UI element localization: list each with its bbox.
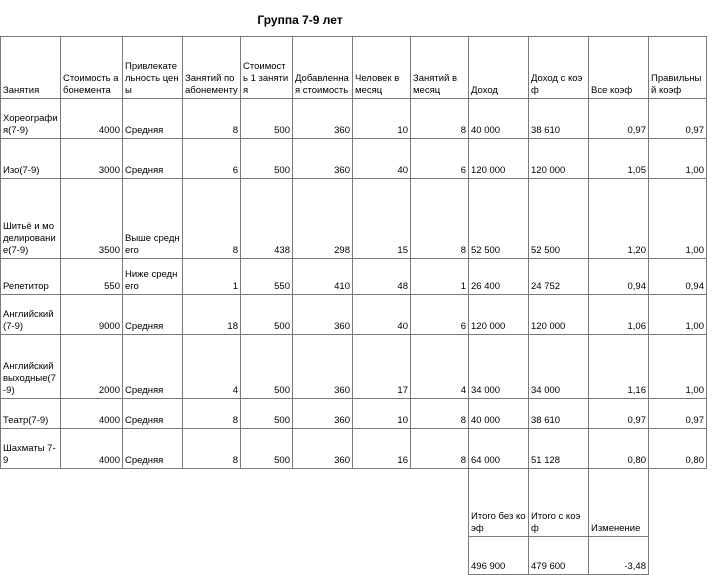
- table-cell[interactable]: 3000: [61, 139, 123, 179]
- column-header[interactable]: Правильный коэф: [649, 37, 707, 99]
- table-cell[interactable]: 1,16: [589, 335, 649, 399]
- table-cell[interactable]: 1,06: [589, 295, 649, 335]
- empty-area: [649, 537, 707, 575]
- table-cell[interactable]: 8: [183, 179, 241, 259]
- totals-value[interactable]: 496 900: [469, 537, 529, 575]
- totals-label[interactable]: Итого с коэф: [529, 469, 589, 537]
- table-cell[interactable]: 17: [353, 335, 411, 399]
- totals-value-row: [1, 537, 707, 575]
- table-cell[interactable]: 120 000: [529, 139, 589, 179]
- table-cell[interactable]: 4: [183, 335, 241, 399]
- table-cell[interactable]: 0,97: [649, 99, 707, 139]
- table-cell[interactable]: 38 610: [529, 99, 589, 139]
- table-cell[interactable]: 4000: [61, 399, 123, 429]
- table-cell[interactable]: 8: [183, 399, 241, 429]
- table-cell[interactable]: Средняя: [123, 335, 183, 399]
- table-row: [1, 139, 707, 179]
- table-cell[interactable]: 360: [293, 99, 353, 139]
- table-cell[interactable]: 18: [183, 295, 241, 335]
- table-cell[interactable]: 10: [353, 399, 411, 429]
- totals-header-row: [1, 469, 707, 537]
- table-row: [1, 99, 707, 139]
- totals-value[interactable]: -3,48: [589, 537, 649, 575]
- table-row: [1, 429, 707, 469]
- table-row: [1, 399, 707, 429]
- column-header[interactable]: Все коэф: [589, 37, 649, 99]
- table-cell[interactable]: 8: [183, 99, 241, 139]
- table-cell[interactable]: 1,00: [649, 295, 707, 335]
- table-cell[interactable]: 1,00: [649, 335, 707, 399]
- table-cell[interactable]: Ниже среднего: [123, 259, 183, 295]
- table-cell[interactable]: 0,80: [589, 429, 649, 469]
- column-header[interactable]: Стоимость 1 занятия: [241, 37, 293, 99]
- table-cell[interactable]: 6: [411, 295, 469, 335]
- table-cell[interactable]: 8: [411, 429, 469, 469]
- table-cell[interactable]: Средняя: [123, 99, 183, 139]
- table-cell[interactable]: 4: [411, 335, 469, 399]
- table-cell[interactable]: 500: [241, 399, 293, 429]
- table-cell[interactable]: 120 000: [529, 295, 589, 335]
- table-cell[interactable]: 500: [241, 335, 293, 399]
- table-cell[interactable]: 360: [293, 139, 353, 179]
- table-cell[interactable]: 0,94: [589, 259, 649, 295]
- table-cell[interactable]: 48: [353, 259, 411, 295]
- table-cell[interactable]: 34 000: [469, 335, 529, 399]
- column-header[interactable]: Доход с коэф: [529, 37, 589, 99]
- column-header[interactable]: Занятий в месяц: [411, 37, 469, 99]
- table-cell[interactable]: 1,05: [589, 139, 649, 179]
- column-header[interactable]: Стоимость абонемента: [61, 37, 123, 99]
- table-row: [1, 179, 707, 259]
- activity-name-cell[interactable]: Английский(7-9): [1, 295, 61, 335]
- table-cell[interactable]: 8: [183, 429, 241, 469]
- table-cell[interactable]: 34 000: [529, 335, 589, 399]
- table-cell[interactable]: 1,00: [649, 139, 707, 179]
- column-header[interactable]: Доход: [469, 37, 529, 99]
- table-cell[interactable]: 8: [411, 99, 469, 139]
- table-cell[interactable]: 360: [293, 335, 353, 399]
- table-cell[interactable]: 1: [411, 259, 469, 295]
- table-cell[interactable]: 26 400: [469, 259, 529, 295]
- table-cell[interactable]: 3500: [61, 179, 123, 259]
- table-cell[interactable]: 52 500: [469, 179, 529, 259]
- table-cell[interactable]: 2000: [61, 335, 123, 399]
- empty-area: [1, 537, 469, 575]
- table-cell[interactable]: 40: [353, 139, 411, 179]
- table-cell[interactable]: 0,97: [589, 399, 649, 429]
- table-cell[interactable]: 1,00: [649, 179, 707, 259]
- table-cell[interactable]: 10: [353, 99, 411, 139]
- table-cell[interactable]: 1,20: [589, 179, 649, 259]
- table-cell[interactable]: 410: [293, 259, 353, 295]
- table-cell[interactable]: 40 000: [469, 99, 529, 139]
- totals-value[interactable]: 479 600: [529, 537, 589, 575]
- table-cell[interactable]: 16: [353, 429, 411, 469]
- table-cell[interactable]: 360: [293, 399, 353, 429]
- empty-area: [1, 469, 469, 537]
- table-cell[interactable]: Средняя: [123, 295, 183, 335]
- totals-label[interactable]: Изменение: [589, 469, 649, 537]
- table-row: [1, 295, 707, 335]
- table-cell[interactable]: Выше среднего: [123, 179, 183, 259]
- column-header[interactable]: Занятия: [1, 37, 61, 99]
- table-row: [1, 335, 707, 399]
- table-cell[interactable]: 4000: [61, 429, 123, 469]
- table-cell[interactable]: 500: [241, 295, 293, 335]
- table-cell[interactable]: 24 752: [529, 259, 589, 295]
- column-header[interactable]: Человек в месяц: [353, 37, 411, 99]
- activity-name-cell[interactable]: Английский выходные(7-9): [1, 335, 61, 399]
- table-cell[interactable]: Средняя: [123, 429, 183, 469]
- activity-name-cell[interactable]: Шахматы 7-9: [1, 429, 61, 469]
- table-cell[interactable]: 40: [353, 295, 411, 335]
- activity-name-cell[interactable]: Изо(7-9): [1, 139, 61, 179]
- activity-name-cell[interactable]: Театр(7-9): [1, 399, 61, 429]
- pricing-table: [0, 36, 707, 575]
- table-cell[interactable]: 500: [241, 99, 293, 139]
- table-cell[interactable]: 500: [241, 429, 293, 469]
- column-header[interactable]: Добавленная стоимость: [293, 37, 353, 99]
- table-cell[interactable]: 6: [411, 139, 469, 179]
- table-cell[interactable]: 438: [241, 179, 293, 259]
- table-cell[interactable]: Средняя: [123, 139, 183, 179]
- table-cell[interactable]: 0,80: [649, 429, 707, 469]
- header-row: [1, 37, 707, 99]
- table-cell[interactable]: 9000: [61, 295, 123, 335]
- sheet-title: Группа 7-9 лет: [257, 13, 343, 27]
- totals-label[interactable]: Итого без коэф: [469, 469, 529, 537]
- activity-name-cell[interactable]: Шитьё и моделирование(7-9): [1, 179, 61, 259]
- table-cell[interactable]: 52 500: [529, 179, 589, 259]
- table-cell[interactable]: 6: [183, 139, 241, 179]
- table-cell[interactable]: 1: [183, 259, 241, 295]
- table-cell[interactable]: 0,97: [589, 99, 649, 139]
- activity-name-cell[interactable]: Репетитор: [1, 259, 61, 295]
- table-cell[interactable]: 8: [411, 399, 469, 429]
- table-cell[interactable]: 38 610: [529, 399, 589, 429]
- table-cell[interactable]: 120 000: [469, 139, 529, 179]
- column-header[interactable]: Привлекательность цены: [123, 37, 183, 99]
- table-cell[interactable]: 4000: [61, 99, 123, 139]
- table-row: [1, 259, 707, 295]
- table-cell[interactable]: 0,94: [649, 259, 707, 295]
- table-cell[interactable]: 0,97: [649, 399, 707, 429]
- table-cell[interactable]: 40 000: [469, 399, 529, 429]
- table-cell[interactable]: 550: [241, 259, 293, 295]
- table-cell[interactable]: Средняя: [123, 399, 183, 429]
- table-cell[interactable]: 64 000: [469, 429, 529, 469]
- table-cell[interactable]: 550: [61, 259, 123, 295]
- empty-area: [649, 469, 707, 537]
- column-header[interactable]: Занятий по абонементу: [183, 37, 241, 99]
- table-cell[interactable]: 120 000: [469, 295, 529, 335]
- table-cell[interactable]: 298: [293, 179, 353, 259]
- table-cell[interactable]: 15: [353, 179, 411, 259]
- table-cell[interactable]: 500: [241, 139, 293, 179]
- table-cell[interactable]: 360: [293, 295, 353, 335]
- table-cell[interactable]: 8: [411, 179, 469, 259]
- table-cell[interactable]: 360: [293, 429, 353, 469]
- table-cell[interactable]: 51 128: [529, 429, 589, 469]
- activity-name-cell[interactable]: Хореография(7-9): [1, 99, 61, 139]
